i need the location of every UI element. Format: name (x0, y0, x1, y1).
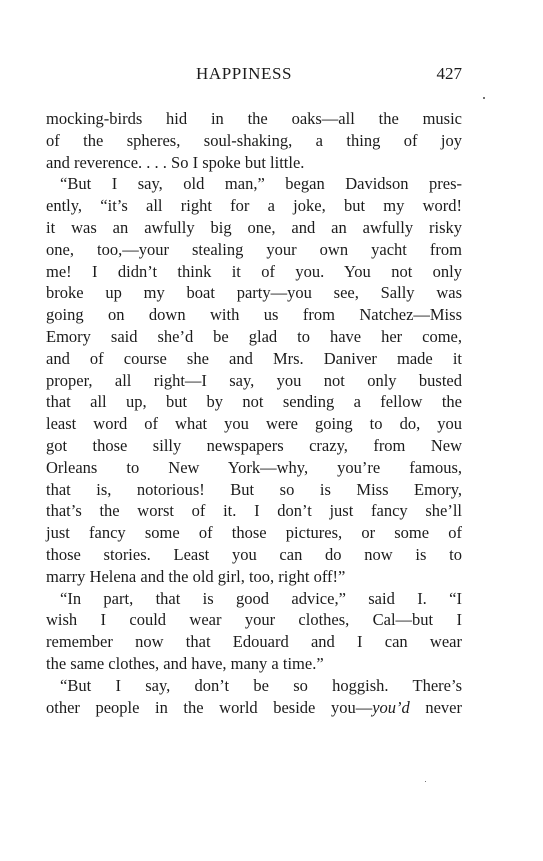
final-line-end: never (409, 697, 462, 717)
text-line: me! I didn’t think it of you. You not only (46, 261, 462, 281)
text-line: broke up my boat party—you see, Sally was (46, 283, 462, 303)
text-line: proper, all right—I say, you not only busted (46, 370, 462, 390)
text-line: one, too,—your stealing your own yacht from (46, 239, 462, 259)
text-line: Orleans to New York—why, you’re famous, (46, 457, 462, 477)
running-title: HAPPINESS (196, 64, 293, 83)
text-line: “In part, that is good advice,” said I. “I (60, 588, 462, 608)
body-text (46, 108, 462, 718)
running-head (46, 62, 462, 86)
text-line: mocking-birds hid in the oaks—all the music (46, 109, 462, 128)
text-line: marry Helena and the old girl, too, right off!” (46, 566, 346, 586)
text-line: got those silly newspapers crazy, from New (46, 435, 462, 455)
text-line: of the spheres, soul-shaking, a thing of joy (46, 130, 462, 150)
text-line: least word of what you were going to do, you (46, 414, 462, 434)
text-line: going on down with us from Natchez—Miss (46, 305, 462, 325)
text-line: “But I say, don’t be so hoggish. There’s (60, 675, 462, 695)
paper-speck (483, 97, 485, 99)
text-line: wish I could wear your clothes, Cal—but I (46, 610, 462, 630)
text-line: that is, notorious! But so is Miss Emory, (46, 479, 462, 499)
final-line-start: other people in the world beside you— (46, 697, 373, 717)
text-line: “But I say, old man,” began Davidson pres- (60, 174, 462, 194)
text-line: just fancy some of those pictures, or some of (46, 523, 462, 543)
text-line: and reverence. . . . So I spoke but little. (46, 152, 305, 172)
text-line: the same clothes, and have, many a time.” (46, 653, 324, 673)
text-line-final (46, 697, 462, 719)
paper-speck (425, 781, 426, 782)
text-line: ently, “it’s all right for a joke, but my word! (46, 196, 462, 216)
text-line: remember now that Edouard and I can wear (46, 632, 462, 652)
text-line: and of course she and Mrs. Daniver made it (46, 348, 462, 368)
text-line: those stories. Least you can do now is to (46, 544, 462, 564)
text-line: it was an awfully big one, and an awfully risky (46, 217, 462, 237)
text-line: Emory said she’d be glad to have her come, (46, 326, 462, 346)
final-line-italic: you’d (372, 697, 410, 717)
text-line: that all up, but by not sending a fellow the (46, 392, 462, 412)
text-line: that’s the worst of it. I don’t just fancy she’ll (46, 501, 462, 521)
page-number: 427 (436, 64, 462, 83)
